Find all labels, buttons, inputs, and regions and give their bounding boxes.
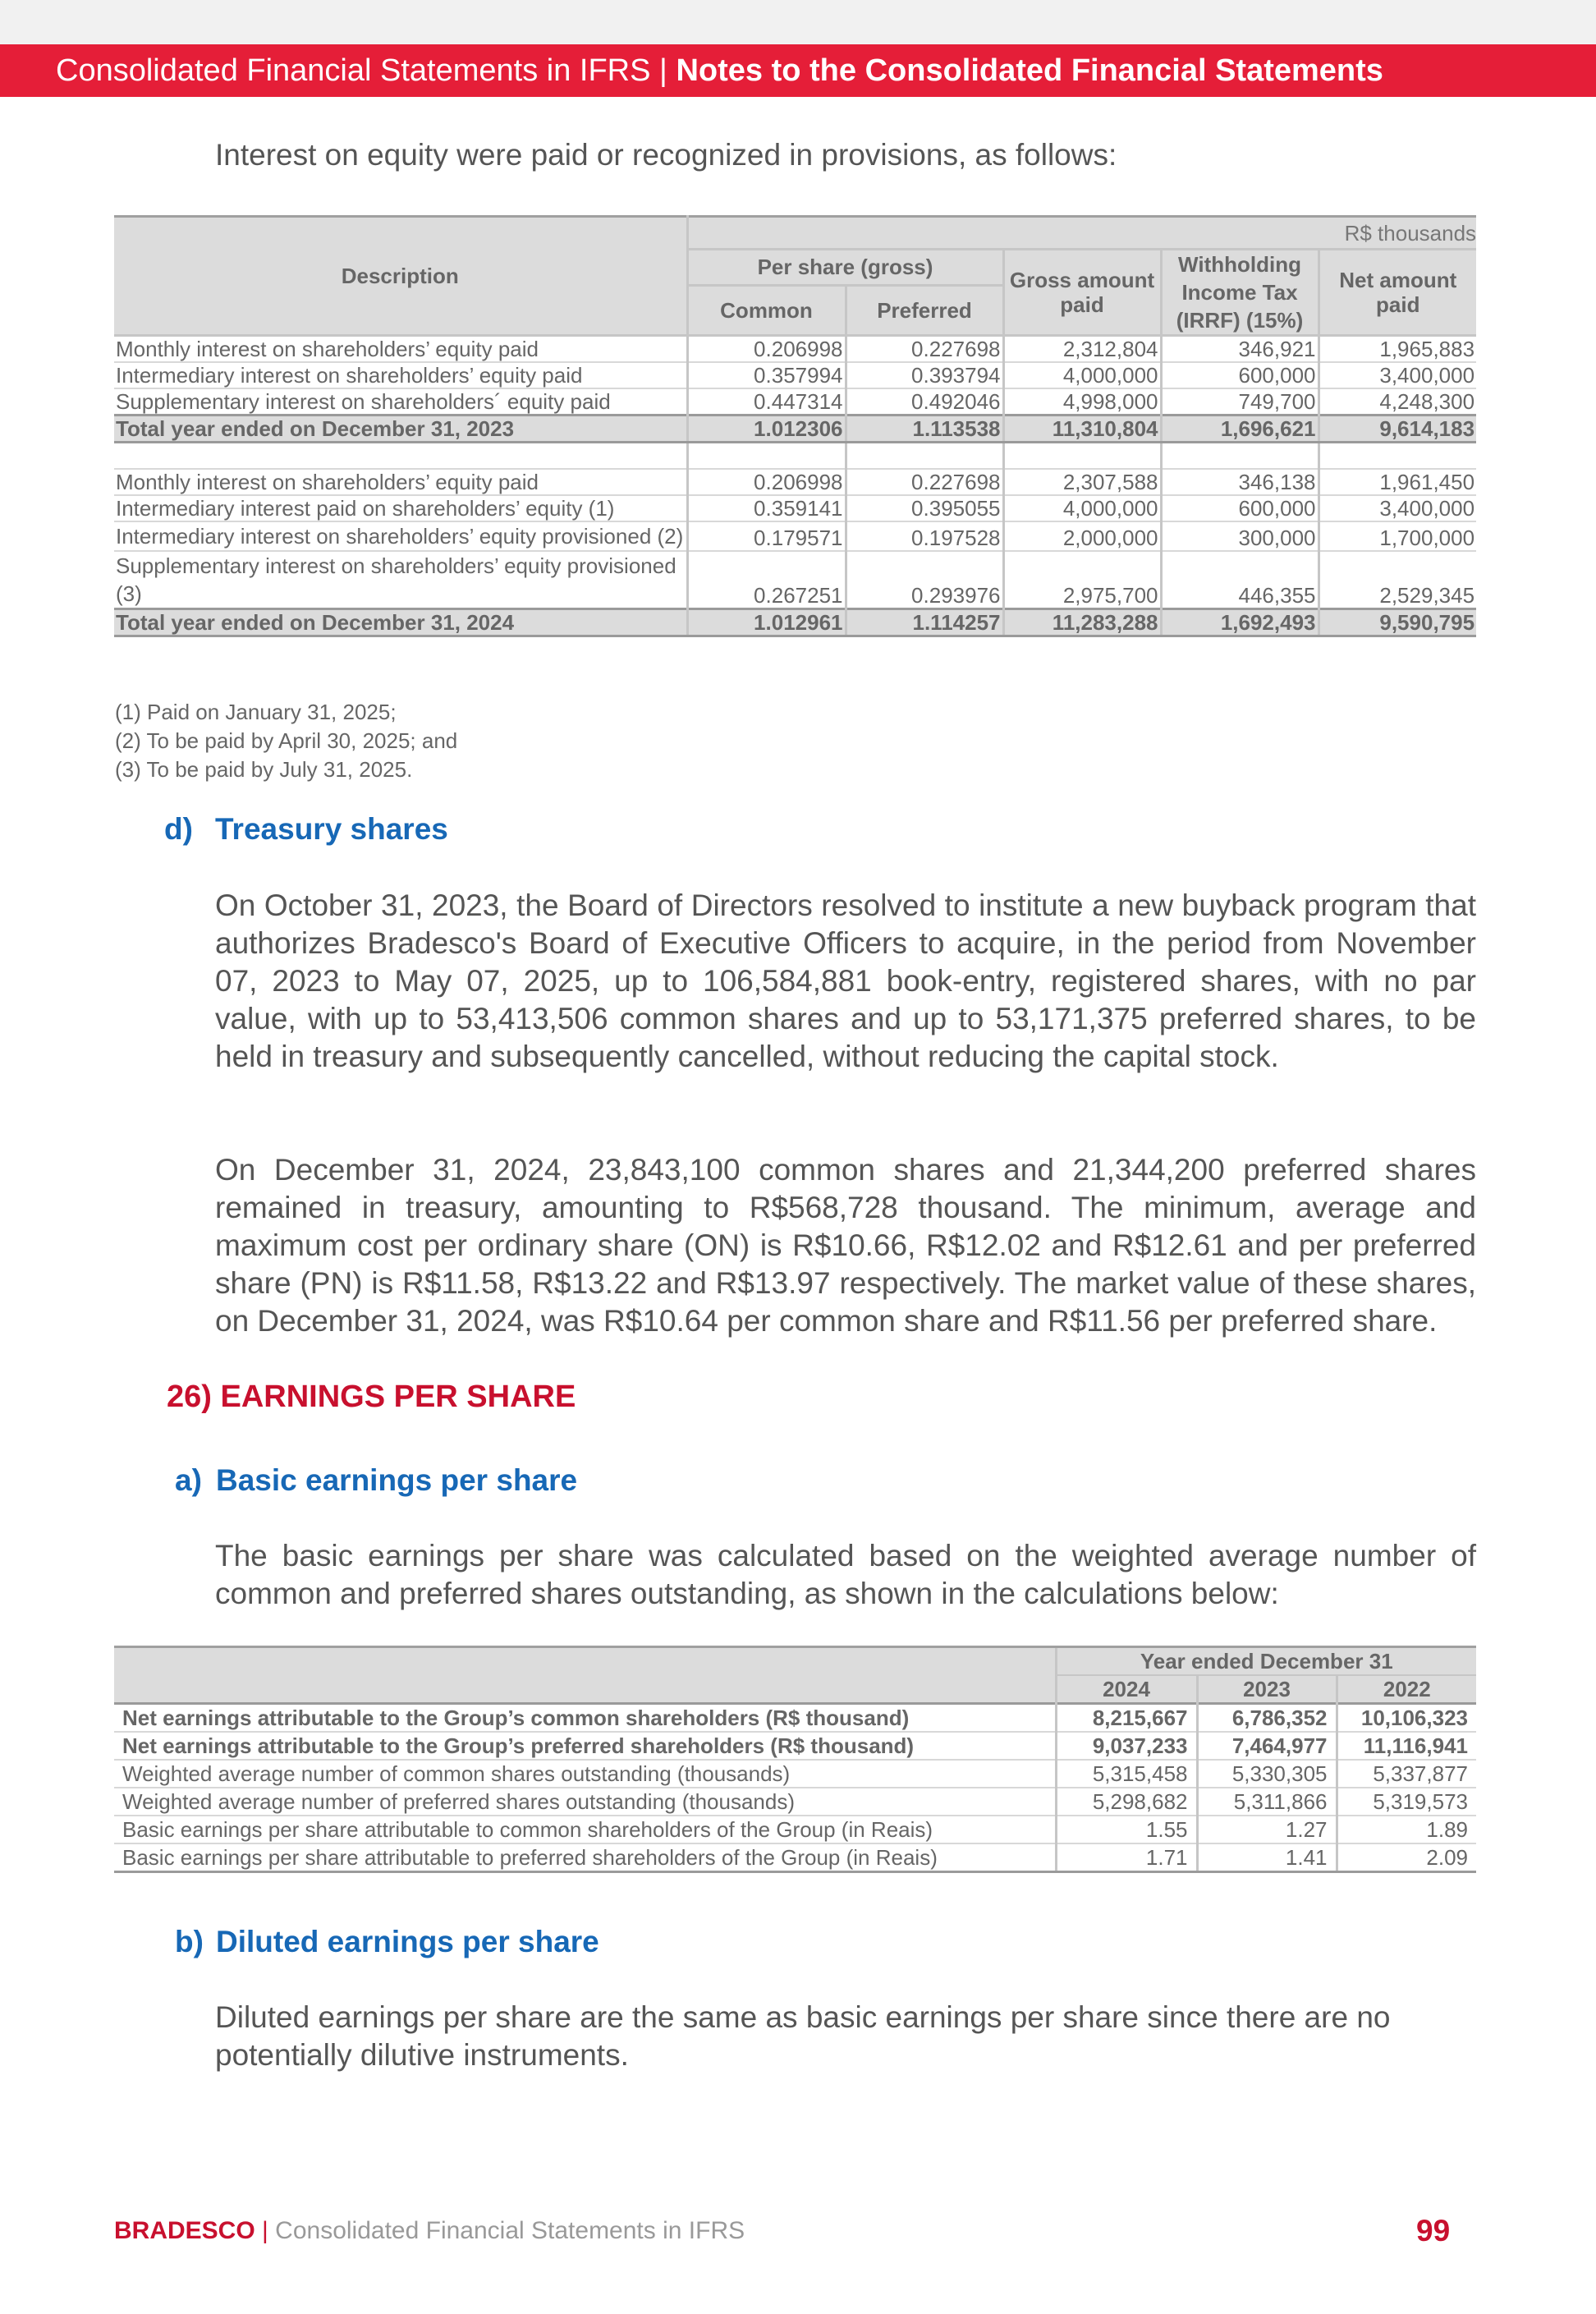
eps-value: 5,337,877 bbox=[1337, 1760, 1476, 1788]
basic-marker: a) bbox=[175, 1463, 202, 1497]
col-common: Common bbox=[687, 285, 846, 335]
row-net: 1,700,000 bbox=[1319, 521, 1476, 551]
row-gross: 2,312,804 bbox=[1003, 336, 1161, 363]
eps-value: 11,116,941 bbox=[1337, 1732, 1476, 1760]
page-header bbox=[0, 44, 1596, 97]
col-withholding: Withholding Income Tax (IRRF) (15%) bbox=[1161, 250, 1319, 336]
row-common: 0.359141 bbox=[687, 495, 846, 521]
earnings-per-share-table bbox=[114, 1646, 1476, 1873]
eps-row-label: Basic earnings per share attributable to common shareholders of the Group (in Reais) bbox=[114, 1816, 1056, 1843]
unit-label: R$ thousands bbox=[687, 217, 1476, 250]
total-row-2024 bbox=[114, 609, 1476, 636]
eps-row-label: Basic earnings per share attributable to preferred shareholders of the Group (in Reais) bbox=[114, 1843, 1056, 1872]
eps-value: 1.89 bbox=[1337, 1816, 1476, 1843]
treasury-title: Treasury shares bbox=[215, 812, 448, 846]
table-row bbox=[114, 495, 1476, 521]
row-irrf: 300,000 bbox=[1161, 521, 1319, 551]
table-row bbox=[114, 521, 1476, 551]
row-preferred: 0.197528 bbox=[846, 521, 1003, 551]
eps-value: 5,330,305 bbox=[1197, 1760, 1337, 1788]
col-per-share: Per share (gross) bbox=[687, 250, 1003, 286]
footer-text: Consolidated Financial Statements in IFRS bbox=[275, 2217, 745, 2244]
row-irrf: 446,355 bbox=[1161, 551, 1319, 609]
diluted-eps-heading bbox=[175, 1925, 599, 1959]
table-row bbox=[114, 551, 1476, 609]
row-preferred: 0.395055 bbox=[846, 495, 1003, 521]
row-common: 1.012961 bbox=[687, 609, 846, 636]
col-gross: Gross amount paid bbox=[1003, 250, 1161, 336]
section-26-title: 26) EARNINGS PER SHARE bbox=[167, 1380, 576, 1414]
footer-separator: | bbox=[262, 2217, 268, 2244]
row-preferred: 0.227698 bbox=[846, 336, 1003, 363]
row-desc: Intermediary interest on shareholders’ equity paid bbox=[114, 362, 687, 388]
diluted-title: Diluted earnings per share bbox=[216, 1925, 599, 1958]
total-row-2023 bbox=[114, 416, 1476, 443]
eps-year-2023: 2023 bbox=[1197, 1675, 1337, 1704]
footer-brand: BRADESCO bbox=[114, 2217, 255, 2244]
row-common: 0.357994 bbox=[687, 362, 846, 388]
row-preferred: 0.492046 bbox=[846, 388, 1003, 416]
header-title-regular: Consolidated Financial Statements in IFRS | bbox=[56, 53, 676, 88]
eps-row-label: Net earnings attributable to the Group’s preferred shareholders (R$ thousand) bbox=[114, 1732, 1056, 1760]
row-net: 3,400,000 bbox=[1319, 362, 1476, 388]
table-row bbox=[114, 1704, 1476, 1733]
diluted-marker: b) bbox=[175, 1925, 204, 1958]
eps-year-2024: 2024 bbox=[1056, 1675, 1197, 1704]
eps-period-header: Year ended December 31 bbox=[1056, 1647, 1476, 1676]
row-desc: Monthly interest on shareholders’ equity paid bbox=[114, 469, 687, 495]
row-irrf: 346,921 bbox=[1161, 336, 1319, 363]
eps-row-label: Net earnings attributable to the Group’s common shareholders (R$ thousand) bbox=[114, 1704, 1056, 1733]
eps-value: 5,315,458 bbox=[1056, 1760, 1197, 1788]
row-preferred: 0.293976 bbox=[846, 551, 1003, 609]
row-net: 1,965,883 bbox=[1319, 336, 1476, 363]
interest-on-equity-table bbox=[114, 215, 1476, 637]
basic-eps-heading bbox=[175, 1463, 577, 1498]
eps-value: 10,106,323 bbox=[1337, 1704, 1476, 1733]
row-common: 0.206998 bbox=[687, 469, 846, 495]
row-preferred: 1.114257 bbox=[846, 609, 1003, 636]
row-gross: 2,000,000 bbox=[1003, 521, 1161, 551]
basic-title: Basic earnings per share bbox=[216, 1463, 578, 1497]
row-net: 2,529,345 bbox=[1319, 551, 1476, 609]
footnote: (3) To be paid by July 31, 2025. bbox=[115, 757, 413, 782]
treasury-heading bbox=[164, 812, 448, 847]
eps-value: 1.41 bbox=[1197, 1843, 1337, 1872]
eps-value: 2.09 bbox=[1337, 1843, 1476, 1872]
eps-value: 5,319,573 bbox=[1337, 1788, 1476, 1816]
row-gross: 2,975,700 bbox=[1003, 551, 1161, 609]
table-row bbox=[114, 469, 1476, 495]
row-desc: Total year ended on December 31, 2023 bbox=[114, 416, 687, 443]
row-common: 0.447314 bbox=[687, 388, 846, 416]
eps-value: 5,311,866 bbox=[1197, 1788, 1337, 1816]
eps-value: 5,298,682 bbox=[1056, 1788, 1197, 1816]
eps-value: 9,037,233 bbox=[1056, 1732, 1197, 1760]
top-band bbox=[0, 0, 1596, 44]
row-gross: 11,283,288 bbox=[1003, 609, 1161, 636]
spacer-row bbox=[114, 443, 1476, 470]
row-net: 9,614,183 bbox=[1319, 416, 1476, 443]
treasury-marker: d) bbox=[164, 812, 193, 846]
row-gross: 4,000,000 bbox=[1003, 495, 1161, 521]
row-common: 1.012306 bbox=[687, 416, 846, 443]
row-common: 0.206998 bbox=[687, 336, 846, 363]
eps-value: 8,215,667 bbox=[1056, 1704, 1197, 1733]
diluted-eps-paragraph: Diluted earnings per share are the same as basic earnings per share since there are no potentially dilutive instruments. bbox=[215, 2000, 1391, 2072]
row-net: 4,248,300 bbox=[1319, 388, 1476, 416]
row-desc: Intermediary interest on shareholders’ equity provisioned (2) bbox=[114, 521, 687, 551]
page-number: 99 bbox=[1416, 2214, 1451, 2247]
table-footnotes bbox=[115, 698, 457, 784]
row-irrf: 749,700 bbox=[1161, 388, 1319, 416]
table-row bbox=[114, 1732, 1476, 1760]
basic-eps-paragraph: The basic earnings per share was calculated based on the weighted average number of common and preferred shares outstanding, as shown in the calculations below: bbox=[215, 1539, 1476, 1610]
eps-row-label: Weighted average number of common shares outstanding (thousands) bbox=[114, 1760, 1056, 1788]
eps-value: 1.71 bbox=[1056, 1843, 1197, 1872]
eps-value: 7,464,977 bbox=[1197, 1732, 1337, 1760]
col-net: Net amount paid bbox=[1319, 250, 1476, 336]
row-net: 9,590,795 bbox=[1319, 609, 1476, 636]
row-preferred: 0.227698 bbox=[846, 469, 1003, 495]
row-preferred: 1.113538 bbox=[846, 416, 1003, 443]
footnote: (2) To be paid by April 30, 2025; and bbox=[115, 728, 458, 753]
row-desc: Intermediary interest paid on shareholders’ equity (1) bbox=[114, 495, 687, 521]
col-preferred: Preferred bbox=[846, 285, 1003, 335]
row-gross: 4,000,000 bbox=[1003, 362, 1161, 388]
row-desc: Supplementary interest on shareholders´ equity paid bbox=[114, 388, 687, 416]
row-desc: Supplementary interest on shareholders’ equity provisioned (3) bbox=[114, 551, 687, 609]
treasury-paragraph-1: On October 31, 2023, the Board of Directors resolved to institute a new buyback program that authorizes Bradesco's Board of Executive Officers to acquire, in the period from November 07, 2023 to May 07, 2025, up to 106,584,881 book-entry, registered shares, with no par value, with up to 53,413,506 common shares and up to 53,171,375 preferred shares, to be held in treasury and subsequently cancelled, without reducing the capital stock. bbox=[215, 888, 1476, 1073]
table-row bbox=[114, 1760, 1476, 1788]
row-common: 0.179571 bbox=[687, 521, 846, 551]
eps-value: 1.27 bbox=[1197, 1816, 1337, 1843]
table-row bbox=[114, 1816, 1476, 1843]
table-row bbox=[114, 1843, 1476, 1872]
row-preferred: 0.393794 bbox=[846, 362, 1003, 388]
row-gross: 11,310,804 bbox=[1003, 416, 1161, 443]
eps-value: 1.55 bbox=[1056, 1816, 1197, 1843]
row-irrf: 600,000 bbox=[1161, 362, 1319, 388]
row-irrf: 1,692,493 bbox=[1161, 609, 1319, 636]
table-row bbox=[114, 336, 1476, 363]
eps-year-2022: 2022 bbox=[1337, 1675, 1476, 1704]
row-gross: 2,307,588 bbox=[1003, 469, 1161, 495]
row-net: 1,961,450 bbox=[1319, 469, 1476, 495]
row-net: 3,400,000 bbox=[1319, 495, 1476, 521]
page-footer bbox=[114, 2217, 745, 2245]
eps-header-blank bbox=[114, 1647, 1056, 1704]
table-row bbox=[114, 362, 1476, 388]
row-gross: 4,998,000 bbox=[1003, 388, 1161, 416]
eps-row-label: Weighted average number of preferred shares outstanding (thousands) bbox=[114, 1788, 1056, 1816]
row-irrf: 600,000 bbox=[1161, 495, 1319, 521]
row-desc: Total year ended on December 31, 2024 bbox=[114, 609, 687, 636]
header-title-bold: Notes to the Consolidated Financial Statements bbox=[676, 53, 1383, 88]
table-row bbox=[114, 1788, 1476, 1816]
table-row bbox=[114, 388, 1476, 416]
treasury-paragraph-2: On December 31, 2024, 23,843,100 common shares and 21,344,200 preferred shares remained in treasury, amounting to R$568,728 thousand. The minimum, average and maximum cost per ordinary share (ON) is R$10.66, R$12.02 and R$12.61 and per preferred share (PN) is R$11.58, R$13.22 and R$13.97 respectively. The market value of these shares, on December 31, 2024, was R$10.64 per common share and R$11.56 per preferred share. bbox=[215, 1153, 1476, 1338]
col-description: Description bbox=[114, 217, 687, 336]
row-desc: Monthly interest on shareholders’ equity paid bbox=[114, 336, 687, 363]
row-irrf: 1,696,621 bbox=[1161, 416, 1319, 443]
intro-text: Interest on equity were paid or recognized in provisions, as follows: bbox=[215, 138, 1117, 172]
footnote: (1) Paid on January 31, 2025; bbox=[115, 700, 397, 724]
eps-value: 6,786,352 bbox=[1197, 1704, 1337, 1733]
row-common: 0.267251 bbox=[687, 551, 846, 609]
row-irrf: 346,138 bbox=[1161, 469, 1319, 495]
